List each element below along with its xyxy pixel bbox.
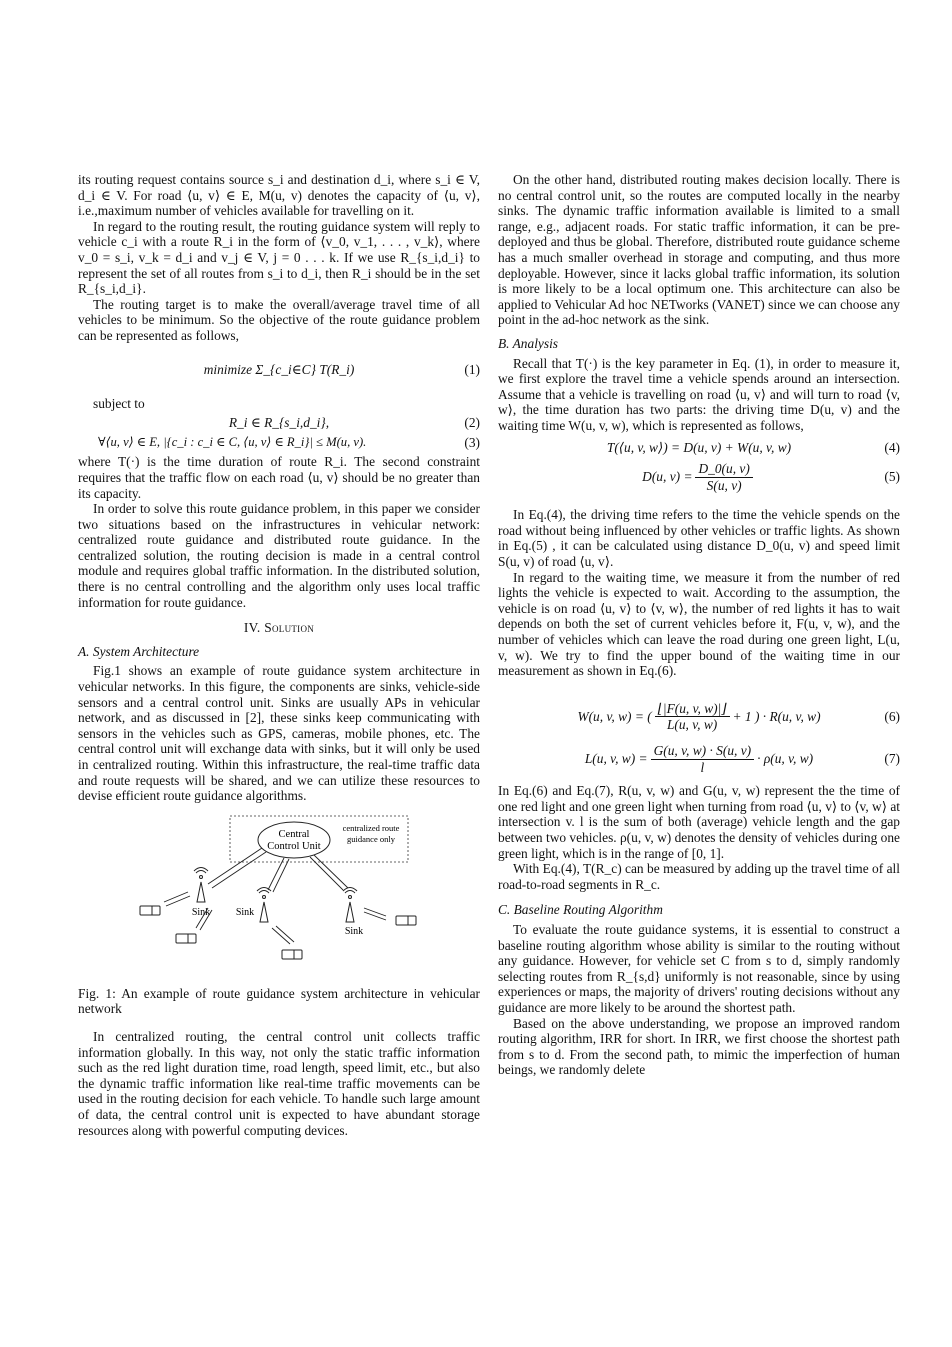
fraction — [651, 743, 755, 775]
paragraph: In regard to the waiting time, we measure it from the number of red lights the vehicle is expected to wait. According to the assumption, the vehicle is on road ⟨u, v⟩ to ⟨v, w⟩, the number of red lights it has to wait depends on both the set of current vehicles before it, F(u, v, w), and the number of vehicles which can leave the road during one green light, L(u, v, w). We try to find the upper bound of the waiting time in our measurement as shown in Eq.(6). — [498, 569, 900, 679]
equation-number: (1) — [464, 361, 480, 377]
fraction — [695, 461, 752, 493]
denominator: L(u, v, w) — [666, 717, 718, 733]
paragraph: In centralized routing, the central control unit collects traffic information globally. In this way, not only the static traffic information such as the red light duration time, road length, speed limit, etc., but also the dynamic traffic information like real-time traffic movements can be used in the routing decision for each vehicle. To handle such large amount of data, the central control unit is expected to have abundant storage resources along with powerful computing devices. — [78, 1028, 480, 1138]
paragraph: Recall that T(·) is the key parameter in Eq. (1), in order to measure it, we first explore the travel time a vehicle spends around an intersection. Assume that a vehicle is travelling on road ⟨u, v⟩ and will turn to road ⟨v, w⟩, the time duration has two parts: the driving time D(u, v) and the waiting time W(u, v, w), which is represented as follows, — [498, 355, 900, 433]
equation-rhs: · ρ(u, v, w) — [757, 751, 814, 767]
denominator: l — [700, 759, 705, 775]
sink-label: Sink — [191, 906, 211, 918]
equation-7 — [498, 743, 900, 775]
paragraph: In Eq.(4), the driving time refers to the time the vehicle spends on the road without being influenced by other vehicles or traffic lights. As shown in Eq.(5) , it can be calculated using distance D_0(u, v) and speed limit S(u, v) of road ⟨u, v⟩. — [498, 507, 900, 570]
central-control-unit-ellipse — [258, 822, 330, 858]
architecture-diagram — [78, 810, 480, 980]
paragraph: where T(·) is the time duration of route R_i. The second constraint requires that the traffic flow on each road ⟨u, v⟩ should be no greater than its capacity. — [78, 454, 480, 501]
equation-number: (7) — [884, 751, 900, 767]
sink-label: Sink — [344, 925, 364, 937]
paragraph: In regard to the routing result, the routing guidance system will reply to vehicle c_i with a route R_i in the form of ⟨v_0, v_1, . . . , v_k⟩, where v_0 = s_i, v_k = d_i and v_j ∈ V, j = 0 . . . k. If we use R_{s_i,d_i} to represent the set of all routes from s_i to d_i, then R_i should be in the set R_{s_i,d_i}. — [78, 218, 480, 297]
paragraph: In Eq.(6) and Eq.(7), R(u, v, w) and G(u, v, w) represent the the time of one red light and one green light when turning from road ⟨u, v⟩ to ⟨v, w⟩ at intersection v. l is the sum of both (average) vehicle length and the gap between two vehicles. ρ(u, v, w) denotes the density of vehicles during one green light, which is in the range of [0, 1]. — [498, 783, 900, 861]
paragraph: Based on the above understanding, we propose an improved random routing algorithm, IRR for short. In IRR, we first choose the shortest path from s to d. From the second path, to mimic the imperfection of human beings, we randomly delete — [498, 1015, 900, 1078]
equation-6 — [498, 701, 900, 733]
sink-tower-icon — [257, 887, 271, 922]
equation-2 — [78, 415, 480, 431]
ccu-label-line2: Control Unit — [267, 840, 321, 852]
equation-4 — [498, 440, 900, 456]
paragraph: On the other hand, distributed routing makes decision locally. There is no central control unit, so the routes are computed locally in the nearby sinks. The dynamic traffic information available is limited to a small range, e.g., adjacent roads. For static traffic information, it can be pre-deployed and thus be global. Therefore, distributed route guidance scheme has a much smaller overhead in storage and computing, and thus more deployable. However, since it lacks global traffic information, its solution is more likely to be a local optimum one. This architecture can also be applied to Vehicular Ad hoc NETworks (VANET) since we can choose any point in the ad-hoc network as the sink. — [498, 172, 900, 328]
equation-lhs: W(u, v, w) = ( — [577, 709, 652, 725]
equation-text: ∀⟨u, v⟩ ∈ E, |{c_i : c_i ∈ C, ⟨u, v⟩ ∈ R_i}| ≤ M(u, v). — [98, 434, 367, 449]
equation-5 — [498, 461, 900, 493]
equation-rhs: + 1 ) · R(u, v, w) — [732, 709, 821, 725]
subsection-heading: B. Analysis — [498, 335, 559, 351]
sink-tower-icon — [343, 887, 357, 922]
numerator: ⌊|F(u, v, w)|⌋ — [655, 701, 730, 718]
note-line1: centralized route — [342, 822, 400, 833]
vehicle-icon — [396, 916, 416, 925]
equation-number: (3) — [464, 434, 480, 450]
vehicle-icon — [282, 950, 302, 959]
equation-lhs: D(u, v) = — [642, 469, 693, 485]
equation-3 — [78, 435, 480, 451]
sink-tower-icon — [194, 867, 208, 902]
equation-text: T(⟨u, v, w⟩) = D(u, v) + W(u, v, w) — [606, 439, 792, 455]
paragraph: The routing target is to make the overall/average travel time of all vehicles to be minimum. So the objective of the route guidance problem can be represented as follows, — [78, 296, 480, 343]
paragraph: In order to solve this route guidance problem, in this paper we consider two situations based on the infrastructures in vehicular network: centralized route guidance and distributed route guidance. In the centralized solution, the routing decision is made in a central control module and requires global traffic information. In the distributed solution, there is no central controlling and the algorithm only uses local traffic information for route guidance. — [78, 501, 480, 610]
vehicle-icon — [176, 934, 196, 943]
note-line2: guidance only — [347, 833, 395, 844]
equation-text: R_i ∈ R_{s_i,d_i}, — [228, 415, 330, 431]
paragraph: To evaluate the route guidance systems, it is essential to construct a baseline routing algorithm whose ability is similar to the routing without any guidance. However, for vehicle set C from s to d, simply randomly selecting routes from R_{s,d} uniformly is not reasonable, since by using experiences or maps, the majority of drivers' routing decisions without any guidance are more likely to be around the shortest path. — [498, 921, 900, 1015]
equation-number: (4) — [884, 439, 900, 455]
figure-caption: Fig. 1: An example of route guidance system architecture in vehicular network — [78, 985, 480, 1017]
equation-number: (2) — [464, 415, 480, 431]
right-column — [498, 172, 900, 1078]
section-heading: IV. Solution — [243, 620, 315, 636]
numerator: G(u, v, w) · S(u, v) — [651, 743, 755, 760]
subsection-heading: C. Baseline Routing Algorithm — [498, 902, 663, 918]
subsection-heading: A. System Architecture — [78, 643, 200, 659]
vehicle-icon — [140, 906, 160, 915]
equation-1 — [78, 348, 480, 392]
ccu-label-line1: Central — [278, 828, 310, 840]
paragraph: Fig.1 shows an example of route guidance system architecture in vehicular networks. In this figure, the components are sinks, vehicle-side sensors and a central control unit. Sinks are usually APs in vehicular network, and as discussed in [2], these sinks keep communicating with sensors in the vehicles such as GPS, cameras, mobile phones, etc. The central control unit will exchange data with sinks, but it will only be used in centralized routing. Within this infrastructure, the real-time traffic data and route requests will be shared, and we can utilize these resources to devise efficient route guidance algorithms. — [78, 663, 480, 804]
paragraph: With Eq.(4), T(R_c) can be measured by adding up the travel time of all road-to-road segments in R_c. — [498, 861, 900, 892]
equation-number: (6) — [884, 709, 900, 725]
denominator: S(u, v) — [706, 477, 742, 493]
subject-to-label: subject to — [93, 395, 145, 411]
sink-label: Sink — [235, 906, 255, 918]
equation-number: (5) — [884, 469, 900, 485]
figure-1 — [78, 810, 480, 980]
numerator: D_0(u, v) — [695, 461, 752, 478]
left-column — [78, 172, 480, 1138]
equation-text: minimize Σ_{c_i∈C} T(R_i) — [203, 361, 355, 377]
paragraph: its routing request contains source s_i and destination d_i, where s_i ∈ V, d_i ∈ V. For road ⟨u, v⟩ ∈ E, M(u, v) denotes the capacity of ⟨u, v⟩, i.e.,maximum number of vehicles available for travelling on it. — [78, 172, 480, 219]
fraction — [655, 701, 730, 733]
equation-lhs: L(u, v, w) = — [584, 751, 648, 767]
